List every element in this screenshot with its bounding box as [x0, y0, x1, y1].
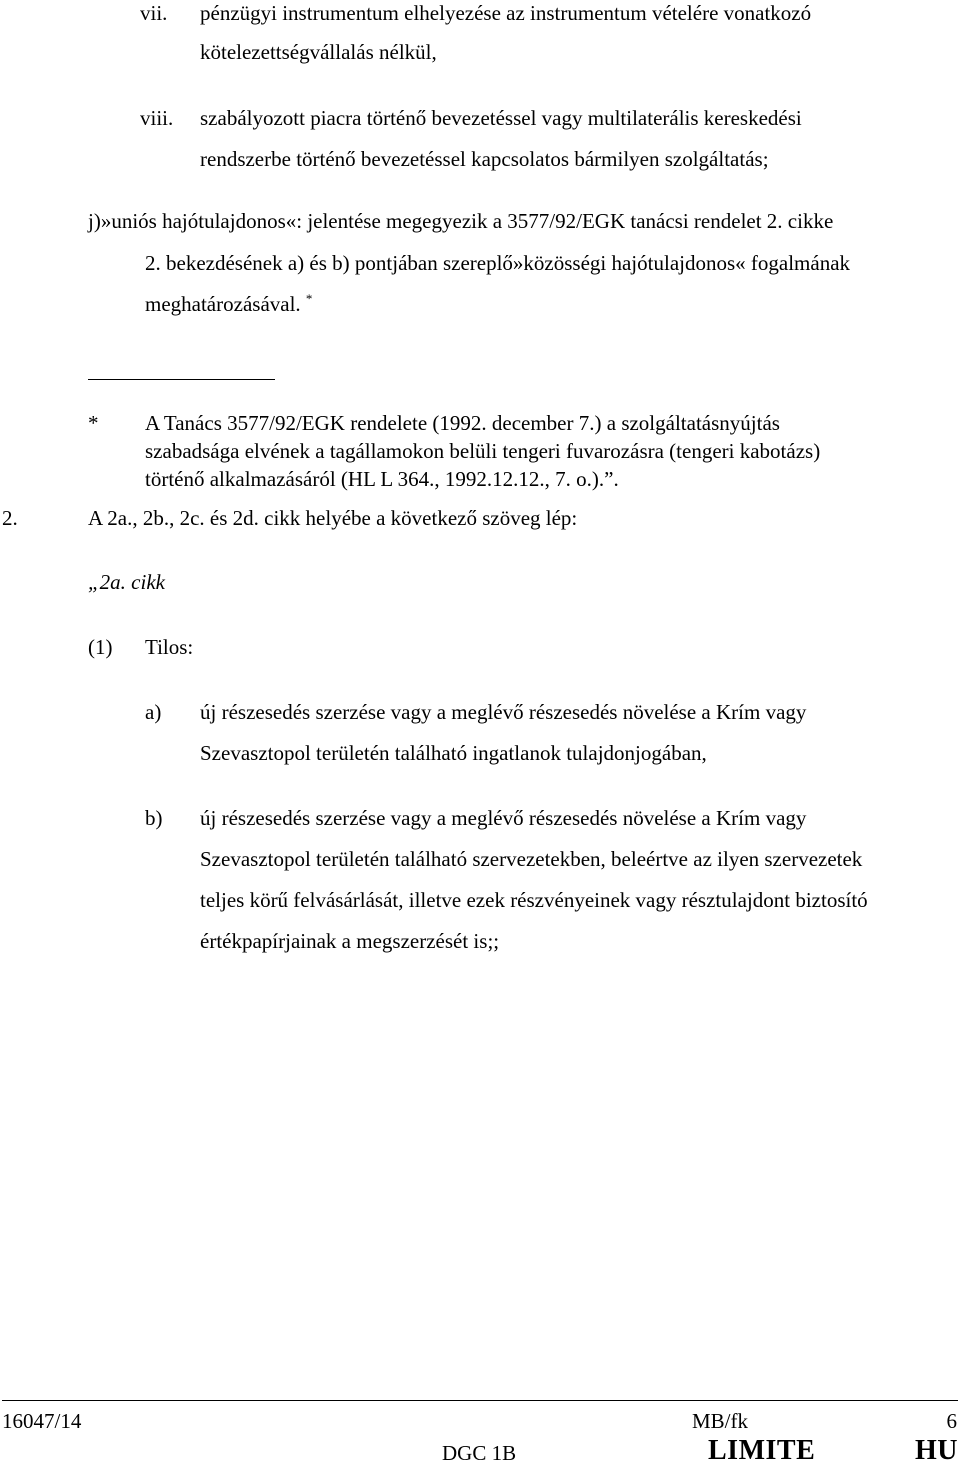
item-a-line2: Szevasztopol területén található ingatlanok tulajdonjogában, — [200, 741, 707, 765]
item-b-line1: új részesedés szerzése vagy a meglévő részesedés növelése a Krím vagy — [200, 806, 807, 830]
footnote-line3: történő alkalmazásáról (HL L 364., 1992.12.12., 7. o.).”. — [145, 467, 619, 491]
point-j-line1: j)»uniós hajótulajdonos«: jelentése megegyezik a 3577/92/EGK tanácsi rendelet 2. cikke — [88, 209, 834, 233]
footer-rule — [2, 1400, 958, 1401]
point-j-line3-text: meghatározásával. — [145, 292, 301, 316]
footnote-separator — [88, 379, 275, 380]
item-a-marker: a) — [145, 700, 162, 724]
section-2-text: A 2a., 2b., 2c. és 2d. cikk helyébe a következő szöveg lép: — [88, 506, 578, 530]
footer-initials: MB/fk — [692, 1409, 749, 1433]
footer-classification: LIMITE — [708, 1435, 816, 1466]
paragraph-1-text: Tilos: — [145, 635, 194, 659]
paragraph-1-number: (1) — [88, 635, 113, 659]
item-a-line1: új részesedés szerzése vagy a meglévő részesedés növelése a Krím vagy — [200, 700, 807, 724]
footer-language: HU — [915, 1435, 958, 1466]
item-b-line3: teljes körű felvásárlását, illetve ezek részvényeinek vagy résztulajdont biztosító — [200, 888, 868, 912]
list-item-vii-line1: pénzügyi instrumentum elhelyezése az instrumentum vételére vonatkozó — [200, 1, 812, 25]
footnote-marker: * — [88, 411, 99, 435]
footnote-line1: A Tanács 3577/92/EGK rendelete (1992. december 7.) a szolgáltatásnyújtás — [145, 411, 780, 435]
footnote-reference: * — [305, 291, 313, 306]
item-b-line2: Szevasztopol területén található szervezetekben, beleértve az ilyen szervezetek — [200, 847, 863, 871]
list-item-viii-line1: szabályozott piacra történő bevezetéssel vagy multilaterális kereskedési — [200, 106, 802, 130]
article-heading: „2a. cikk — [88, 570, 165, 594]
item-b-marker: b) — [145, 806, 163, 830]
list-item-vii-line2: kötelezettségvállalás nélkül, — [200, 40, 437, 64]
item-b-line4: értékpapírjainak a megszerzését is;; — [200, 929, 500, 953]
footer-page-number: 6 — [946, 1409, 957, 1433]
section-2-number: 2. — [2, 506, 18, 530]
list-item-viii-line2: rendszerbe történő bevezetéssel kapcsolatos bármilyen szolgáltatás; — [200, 147, 769, 171]
point-j-line3 — [145, 292, 312, 317]
footer-dg: DGC 1B — [442, 1441, 517, 1465]
footnote-line2: szabadsága elvének a tagállamokon belüli tengeri fuvarozásra (tengeri kabotázs) — [145, 439, 821, 463]
list-marker-viii: viii. — [140, 106, 174, 130]
point-j-line2: 2. bekezdésének a) és b) pontjában szereplő»közösségi hajótulajdonos« fogalmának — [145, 251, 851, 275]
list-marker-vii: vii. — [140, 1, 168, 25]
footer-doc-number: 16047/14 — [2, 1409, 82, 1433]
